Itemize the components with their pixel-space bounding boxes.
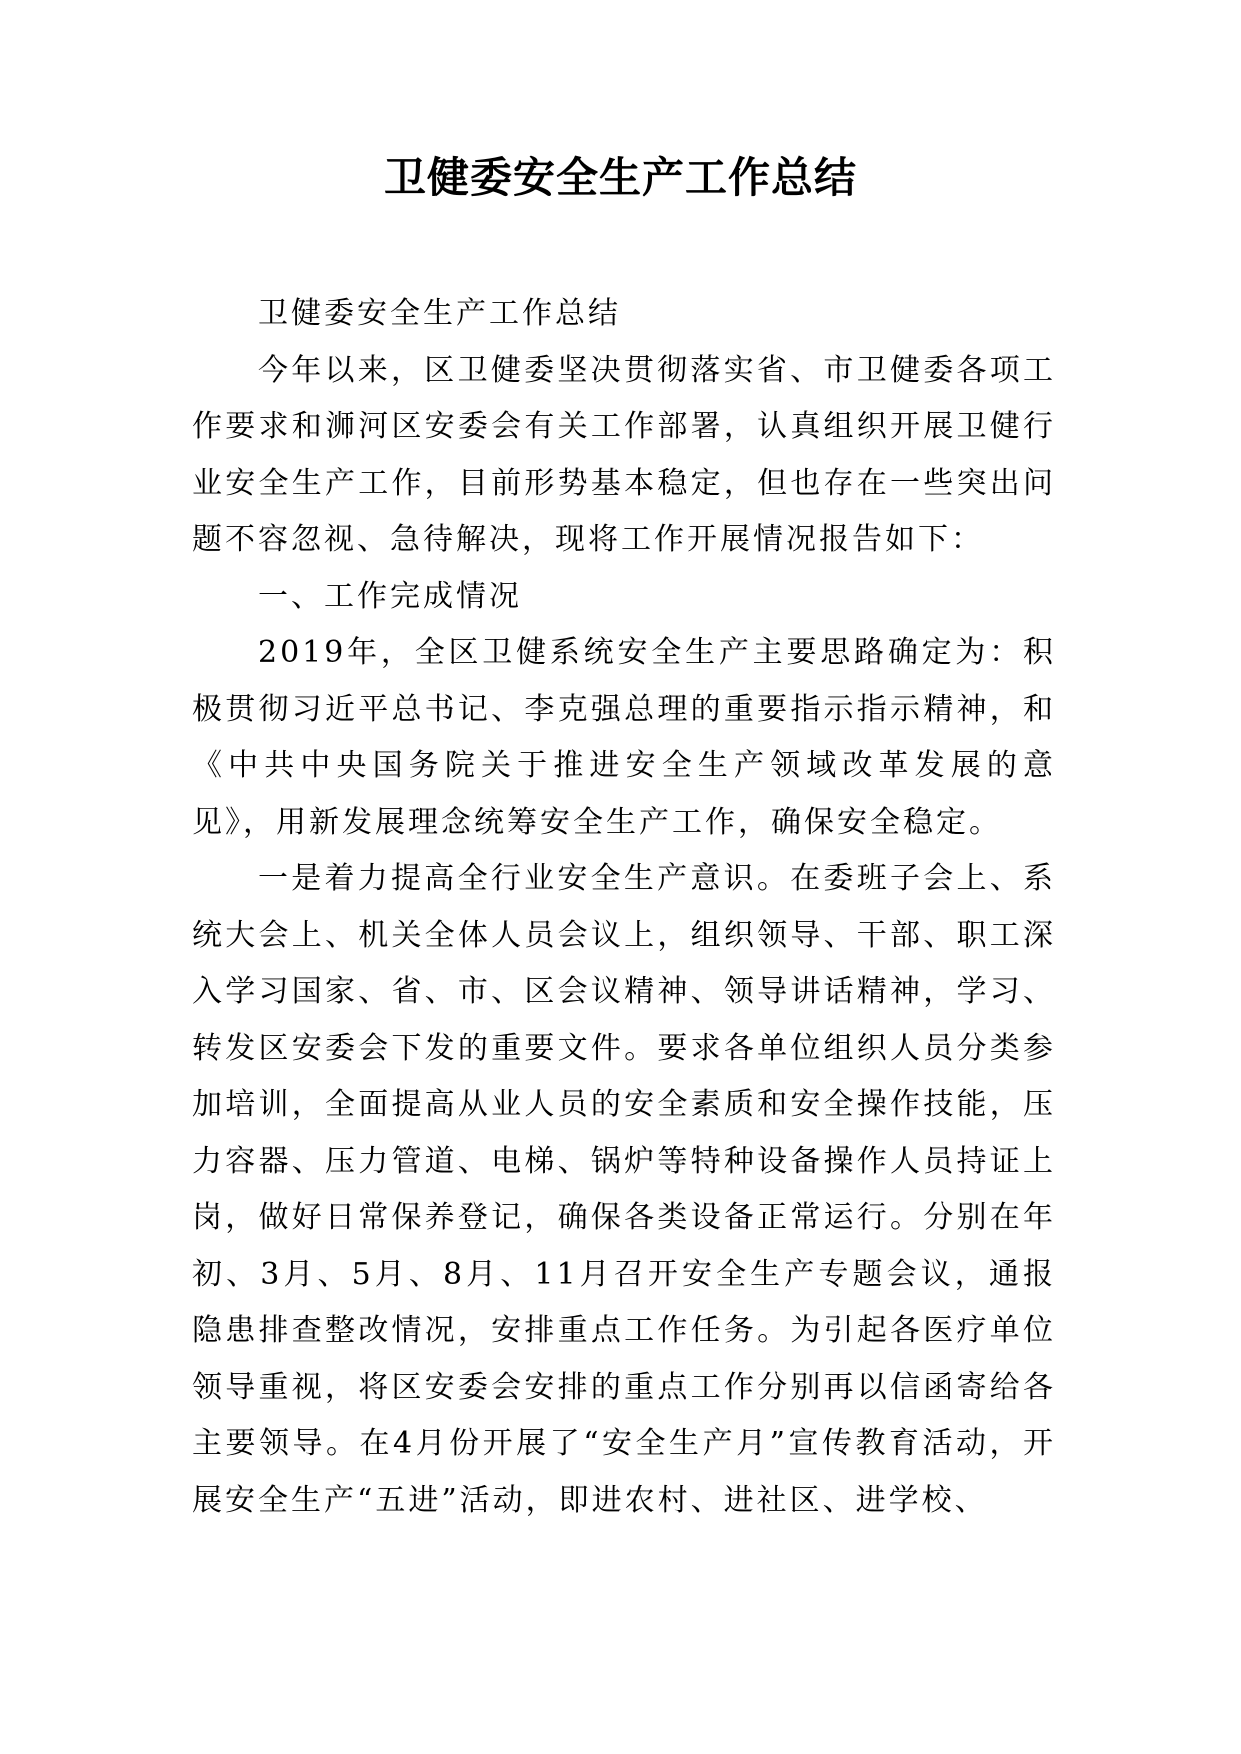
- section-heading: 一、工作完成情况: [258, 578, 522, 614]
- document-title: 卫健委安全生产工作总结: [383, 153, 857, 202]
- paragraph-intro: 今年以来，区卫健委坚决贯彻落实省、市卫健委各项工作要求和浉河区安委会有关工作部署，认真组织开展卫健行业安全生产工作，目前形势基本稳定，但也存在一些突出问题不容忽视、急待解决，现将工作开展情况报告如下：: [192, 352, 1056, 557]
- document-body: [192, 286, 1056, 1529]
- paragraph-awareness: 一是着力提高全行业安全生产意识。在委班子会上、系统大会上、机关全体人员会议上，组织领导、干部、职工深入学习国家、省、市、区会议精神、领导讲话精神，学习、转发区安委会下发的重要文件。要求各单位组织人员分类参加培训，全面提高从业人员的安全素质和安全操作技能，压力容器、压力管道、电梯、锅炉等特种设备操作人员持证上岗，做好日常保养登记，确保各类设备正常运行。分别在年初、3月、5月、8月、11月召开安全生产专题会议，通报隐患排查整改情况，安排重点工作任务。为引起各医疗单位领导重视，将区安委会安排的重点工作分别再以信函寄给各主要领导。在4月份开展了“安全生产月”宣传教育活动，开展安全生产“五进”活动，即进农村、进社区、进学校、: [192, 861, 1056, 1518]
- paragraph-approach: 2019年，全区卫健系统安全生产主要思路确定为：积极贯彻习近平总书记、李克强总理的重要指示指示精神，和《中共中央国务院关于推进安全生产领域改革发展的意见》，用新发展理念统筹安全生产工作，确保安全稳定。: [192, 635, 1056, 840]
- paragraph-subtitle: 卫健委安全生产工作总结: [258, 296, 621, 331]
